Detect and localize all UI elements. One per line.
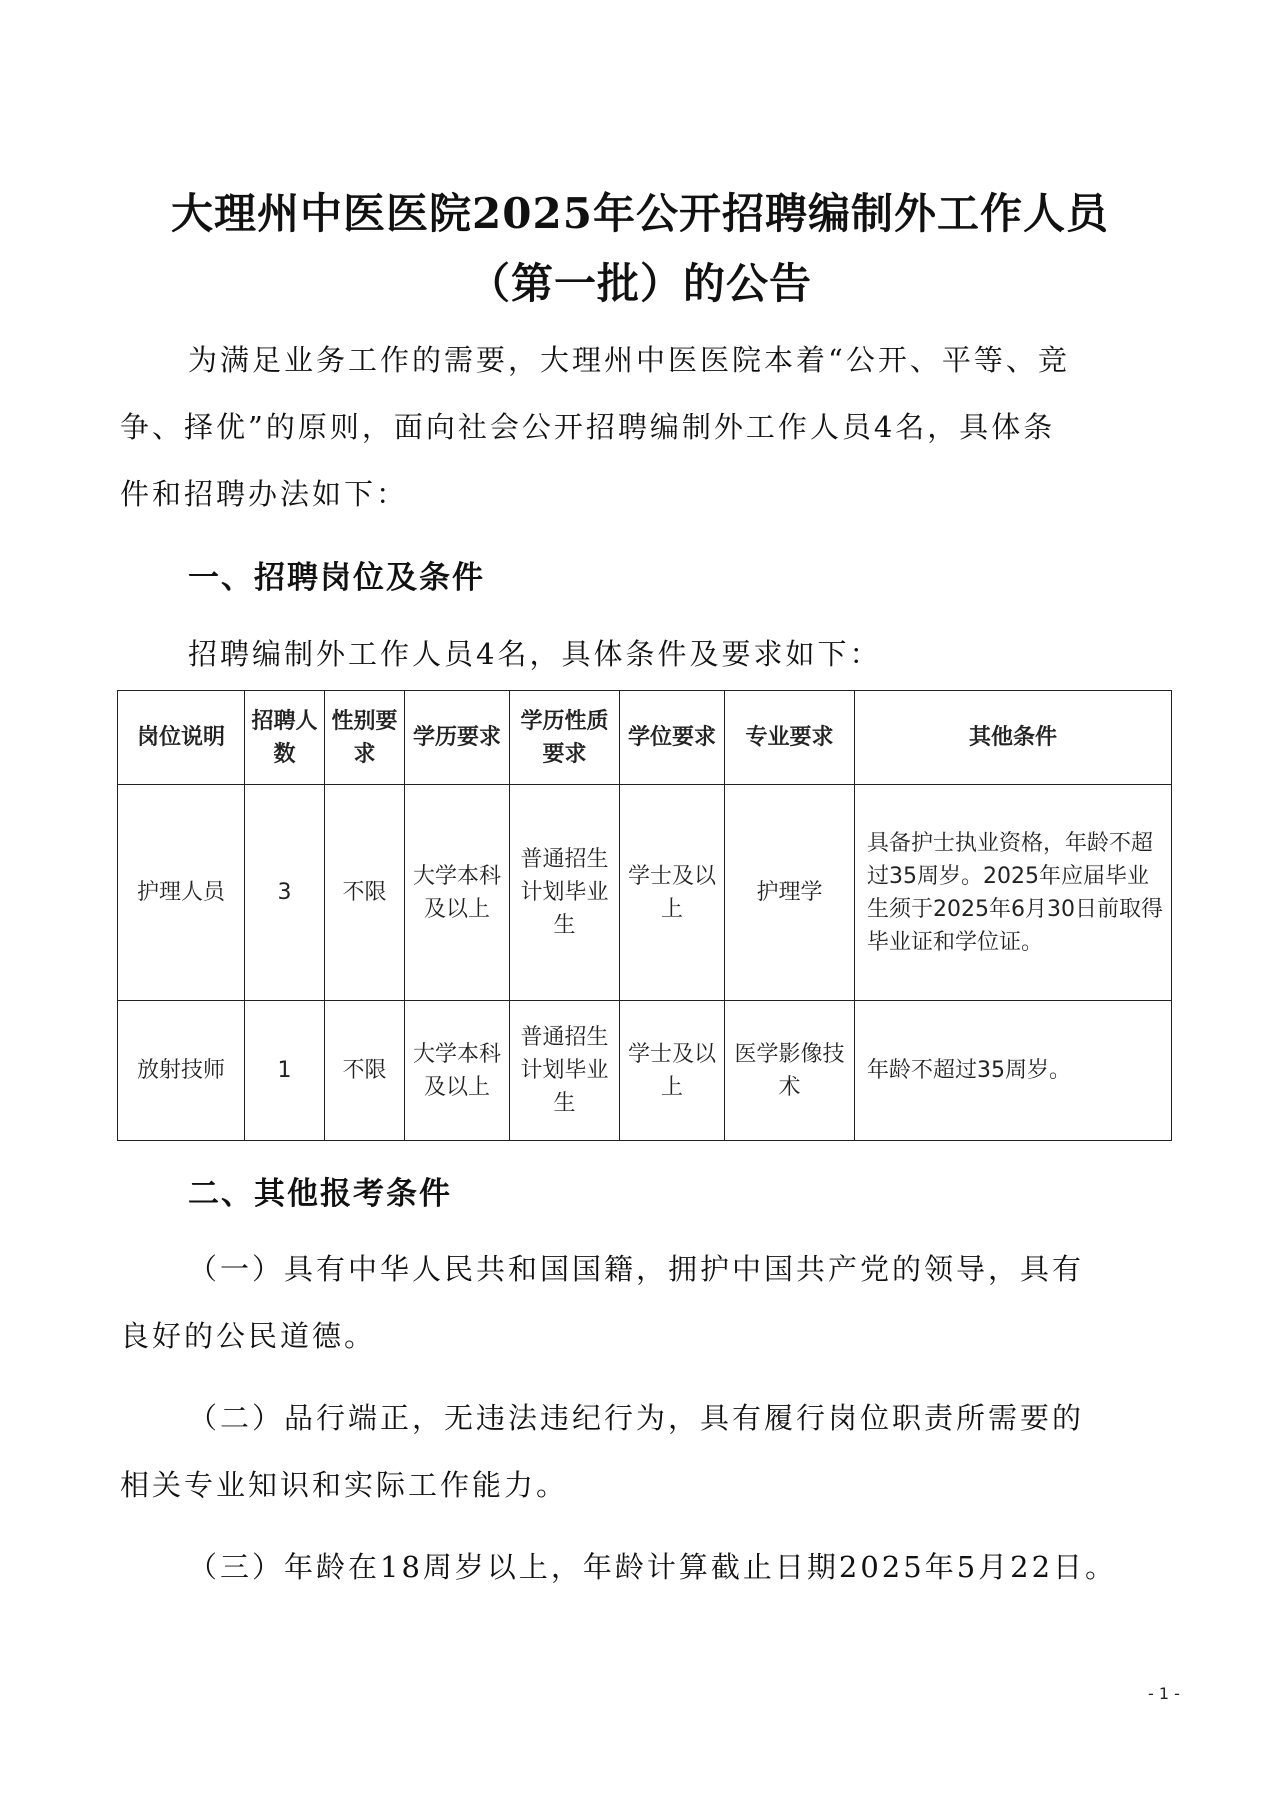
- cell-gender: 不限: [325, 785, 405, 1001]
- condition-3: （三）年龄在18周岁以上，年龄计算截止日期2025年5月22日。: [188, 1550, 1118, 1584]
- cell-count: 1: [245, 1001, 325, 1141]
- header-education: 学历要求: [405, 691, 510, 785]
- section-2-heading: 二、其他报考条件: [188, 1176, 452, 1212]
- header-gender: 性别要求: [325, 691, 405, 785]
- recruitment-table: [117, 690, 1172, 1141]
- cell-education-type: 普通招生计划毕业生: [510, 785, 620, 1001]
- header-position: 岗位说明: [118, 691, 245, 785]
- title-line-1: 大理州中医医院2025年公开招聘编制外工作人员: [171, 189, 1109, 238]
- intro-line-2: 争、择优”的原则，面向社会公开招聘编制外工作人员4名，具体条: [120, 410, 1056, 444]
- cell-position: 放射技师: [118, 1001, 245, 1141]
- cell-major: 护理学: [725, 785, 855, 1001]
- cell-degree: 学士及以上: [620, 1001, 725, 1141]
- condition-2-line-1: （二）品行端正，无违法违纪行为，具有履行岗位职责所需要的: [188, 1401, 1085, 1435]
- cell-gender: 不限: [325, 1001, 405, 1141]
- table-header-row: [118, 691, 1172, 785]
- intro-line-3: 件和招聘办法如下：: [120, 477, 409, 511]
- intro-line-1: 为满足业务工作的需要，大理州中医医院本着“公开、平等、竞: [188, 343, 1070, 377]
- title-line-2: （第一批）的公告: [467, 259, 812, 308]
- page-number: - 1 -: [1148, 1684, 1180, 1703]
- header-education-type: 学历性质要求: [510, 691, 620, 785]
- cell-degree: 学士及以上: [620, 785, 725, 1001]
- cell-other: 具备护士执业资格，年龄不超过35周岁。2025年应届毕业生须于2025年6月30日前取得毕业证和学位证。: [855, 785, 1172, 1001]
- header-count: 招聘人数: [245, 691, 325, 785]
- cell-education-type: 普通招生计划毕业生: [510, 1001, 620, 1141]
- header-other: 其他条件: [855, 691, 1172, 785]
- section-1-lead: 招聘编制外工作人员4名，具体条件及要求如下：: [188, 637, 882, 671]
- cell-education: 大学本科及以上: [405, 1001, 510, 1141]
- section-1-heading: 一、招聘岗位及条件: [188, 560, 485, 596]
- condition-1-line-1: （一）具有中华人民共和国国籍，拥护中国共产党的领导，具有: [188, 1252, 1085, 1286]
- cell-education: 大学本科及以上: [405, 785, 510, 1001]
- cell-position: 护理人员: [118, 785, 245, 1001]
- cell-other: 年龄不超过35周岁。: [855, 1001, 1172, 1141]
- header-major: 专业要求: [725, 691, 855, 785]
- table-row: [118, 785, 1172, 1001]
- cell-major: 医学影像技术: [725, 1001, 855, 1141]
- cell-count: 3: [245, 785, 325, 1001]
- header-degree: 学位要求: [620, 691, 725, 785]
- table-row: [118, 1001, 1172, 1141]
- condition-2-line-2: 相关专业知识和实际工作能力。: [120, 1468, 569, 1502]
- condition-1-line-2: 良好的公民道德。: [120, 1319, 377, 1353]
